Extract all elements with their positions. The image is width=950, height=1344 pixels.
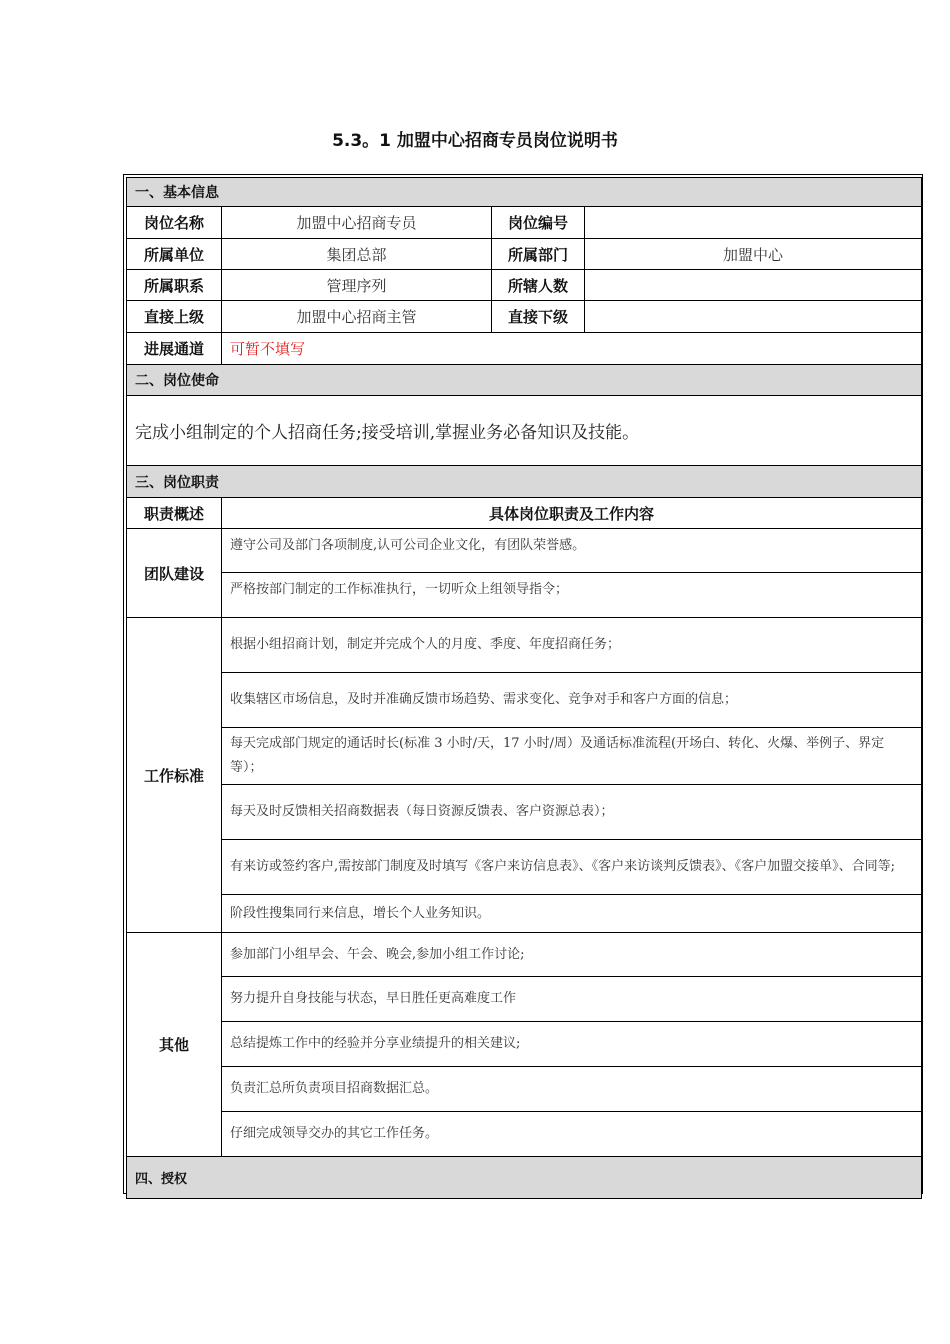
duty-item: 负责汇总所负责项目招商数据汇总。 <box>222 1067 922 1112</box>
duty-category: 其他 <box>127 933 222 1157</box>
duty-row <box>127 840 922 895</box>
field-value: 加盟中心招商专员 <box>222 207 492 239</box>
section-authority-header <box>127 1157 922 1199</box>
page-title: 5.3。1 加盟中心招商专员岗位说明书 <box>332 131 618 151</box>
duty-category: 团队建设 <box>127 529 222 618</box>
duty-item: 严格按部门制定的工作标准执行，一切听众上组领导指令； <box>222 573 922 618</box>
duty-row <box>127 573 922 618</box>
column-header: 具体岗位职责及工作内容 <box>222 498 922 529</box>
field-value <box>585 301 922 333</box>
section-basic-info-header <box>127 178 922 207</box>
mission-row <box>127 396 922 466</box>
progress-note: 可暂不填写 <box>222 333 922 365</box>
field-label: 直接下级 <box>492 301 585 333</box>
duty-row <box>127 618 922 673</box>
field-label: 直接上级 <box>127 301 222 333</box>
field-label: 所辖人数 <box>492 270 585 301</box>
section-title: 一、基本信息 <box>127 178 922 207</box>
field-value: 管理序列 <box>222 270 492 301</box>
duty-item: 遵守公司及部门各项制度,认可公司企业文化，有团队荣誉感。 <box>222 529 922 573</box>
info-row <box>127 207 922 239</box>
duty-row <box>127 728 922 785</box>
section-title: 二、岗位使命 <box>127 365 922 396</box>
duty-row <box>127 1022 922 1067</box>
field-value: 集团总部 <box>222 239 492 270</box>
duty-item: 阶段性搜集同行来信息，增长个人业务知识。 <box>222 895 922 933</box>
field-label: 所属部门 <box>492 239 585 270</box>
job-description-table <box>126 177 922 1199</box>
duty-row <box>127 1112 922 1157</box>
section-mission-header <box>127 365 922 396</box>
duty-row <box>127 529 922 573</box>
duty-row <box>127 977 922 1022</box>
duty-row <box>127 673 922 728</box>
field-value <box>585 207 922 239</box>
mission-text: 完成小组制定的个人招商任务;接受培训,掌握业务必备知识及技能。 <box>127 396 922 466</box>
duty-item: 每天完成部门规定的通话时长(标准 3 小时/天，17 小时/周）及通话标准流程(开场白、转化、火爆、举例子、界定等）； <box>222 728 922 785</box>
duty-item: 仔细完成领导交办的其它工作任务。 <box>222 1112 922 1157</box>
duty-item: 收集辖区市场信息，及时并准确反馈市场趋势、需求变化、竞争对手和客户方面的信息； <box>222 673 922 728</box>
field-value: 加盟中心 <box>585 239 922 270</box>
section-title: 四、授权 <box>127 1157 922 1199</box>
progress-row <box>127 333 922 365</box>
duty-item: 努力提升自身技能与状态，早日胜任更高难度工作 <box>222 977 922 1022</box>
field-label: 所属职系 <box>127 270 222 301</box>
duty-row <box>127 895 922 933</box>
duty-item: 根据小组招商计划，制定并完成个人的月度、季度、年度招商任务； <box>222 618 922 673</box>
duty-row <box>127 933 922 977</box>
info-row <box>127 301 922 333</box>
duty-item: 参加部门小组早会、午会、晚会,参加小组工作讨论; <box>222 933 922 977</box>
duty-item: 有来访或签约客户,需按部门制度及时填写《客户来访信息表》、《客户来访谈判反馈表》、《客户加盟交接单》、合同等; <box>222 840 922 895</box>
field-label: 岗位编号 <box>492 207 585 239</box>
duty-row <box>127 1067 922 1112</box>
duties-column-header <box>127 498 922 529</box>
duty-item: 每天及时反馈相关招商数据表（每日资源反馈表、客户资源总表）； <box>222 785 922 840</box>
duty-row <box>127 785 922 840</box>
info-row <box>127 270 922 301</box>
field-value <box>585 270 922 301</box>
duty-category: 工作标准 <box>127 618 222 933</box>
field-value: 加盟中心招商主管 <box>222 301 492 333</box>
duty-item: 总结提炼工作中的经验并分享业绩提升的相关建议; <box>222 1022 922 1067</box>
info-row <box>127 239 922 270</box>
field-label: 岗位名称 <box>127 207 222 239</box>
section-title: 三、岗位职责 <box>127 466 922 498</box>
section-duties-header <box>127 466 922 498</box>
column-header: 职责概述 <box>127 498 222 529</box>
field-label: 进展通道 <box>127 333 222 365</box>
field-label: 所属单位 <box>127 239 222 270</box>
